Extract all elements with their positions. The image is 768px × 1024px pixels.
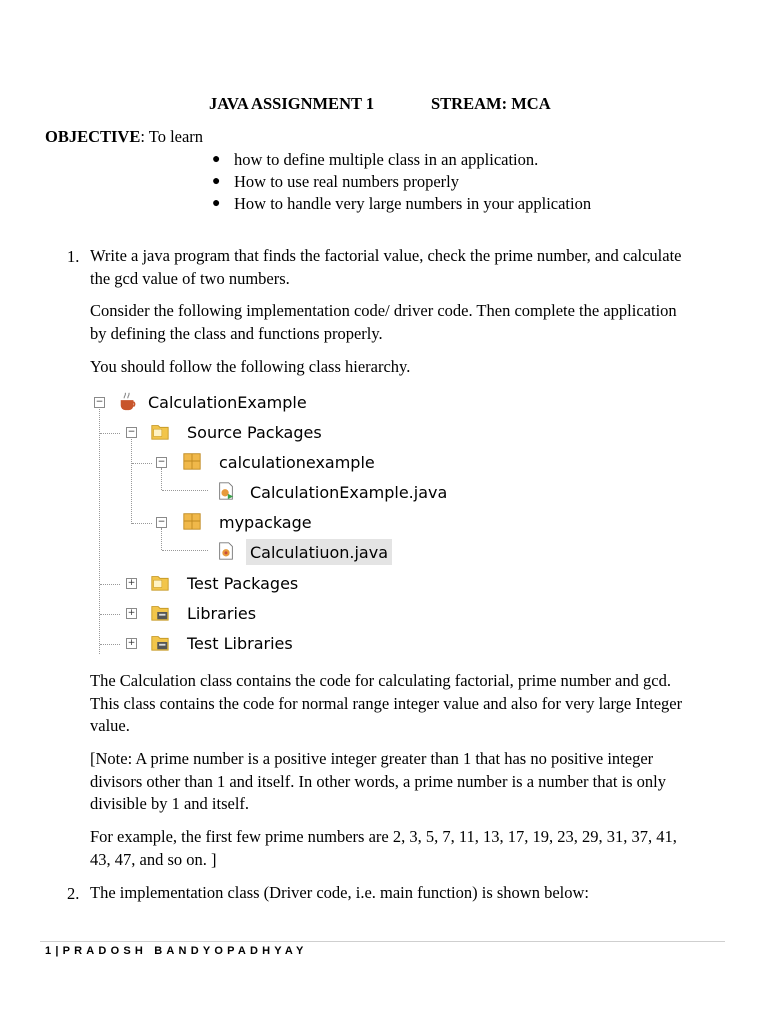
tree-connector [100,644,120,645]
calculation-class-description [90,670,730,738]
package-icon [182,511,202,531]
bullet-icon: ● [212,152,221,167]
folder-icon [150,572,170,592]
text-line: The Calculation class contains the code for calculating factorial, prime number and gcd. [90,671,671,690]
question-1-para3: You should follow the following class hierarchy. [90,357,411,376]
tree-item-package[interactable] [219,449,375,475]
folder-icon [150,421,170,441]
tree-item-label: Test Packages [187,573,299,593]
expand-icon[interactable]: + [127,608,136,618]
text-line: Write a java program that finds the factorial value, check the prime number, and calculate [90,246,682,265]
java-project-icon [118,391,138,411]
collapse-icon[interactable]: − [95,397,104,407]
bullet-text: how to define multiple class in an application. [234,150,539,169]
assignment-title: JAVA ASSIGNMENT 1 [209,94,375,113]
bullet-text: How to use real numbers properly [234,172,459,191]
question-2-text: The implementation class (Driver code, i.e. main function) is shown below: [90,883,589,902]
author-name: PRADOSH BANDYOPADHYAY [62,945,308,957]
tree-item-file[interactable] [250,479,447,505]
tree-item-libraries[interactable] [187,600,256,626]
tree-item-project[interactable] [148,389,307,415]
collapse-icon[interactable]: − [157,517,166,527]
collapse-icon[interactable]: − [127,427,136,437]
tree-item-label: calculationexample [219,452,375,472]
prime-example [90,826,730,871]
page-number: 1 [45,945,56,957]
project-tree-screenshot [90,386,448,658]
tree-item-test-packages[interactable] [187,570,298,596]
expand-icon[interactable]: + [127,638,136,648]
tree-item-label: Source Packages [187,422,322,442]
tree-connector [132,523,152,524]
tree-connector [161,468,162,490]
library-folder-icon [150,632,170,652]
bullet-icon: ● [212,174,221,189]
bullet-text: How to handle very large numbers in your application [234,194,592,213]
tree-item-file-selected[interactable] [246,539,392,565]
tree-connector [162,490,208,491]
tree-item-package[interactable] [219,509,312,535]
package-icon [182,451,202,471]
expand-icon[interactable]: + [127,578,136,588]
question-number: 1. [67,247,80,266]
tree-item-test-libraries[interactable] [187,630,293,656]
question-number: 2. [67,884,80,903]
bullet-icon: ● [212,196,221,211]
objective-label: OBJECTIVE [45,127,141,146]
tree-item-source-packages[interactable] [187,419,322,445]
tree-connector [131,434,132,524]
tree-item-label: Libraries [187,603,257,623]
stream-label: STREAM: MCA [431,94,551,113]
text-line: 43, 47, and so on. ] [90,849,217,869]
library-folder-icon [150,602,170,622]
question-1-text [90,245,730,290]
text-line: value. [90,716,130,735]
tree-item-label: CalculationExample [148,392,307,412]
tree-connector [132,463,152,464]
prime-note [90,748,730,816]
objective-text: : To learn [140,127,204,146]
page-footer [45,945,308,957]
text-line: For example, the first few prime numbers are 2, 3, 5, 7, 11, 13, 17, 19, 23, 29, 31, 37, 41, [90,827,677,846]
tree-connector [99,404,100,654]
text-line: Consider the following implementation code/ driver code. Then complete the application [90,301,677,320]
tree-item-label: mypackage [219,512,312,532]
tree-connector [100,584,120,585]
java-main-file-icon [216,481,236,501]
tree-item-label: CalculationExample.java [250,482,448,502]
footer-divider [40,941,725,942]
text-line: by defining the class and functions properly. [90,323,383,343]
text-line: divisible by 1 and itself. [90,794,250,813]
tree-item-label: Calculatiuon.java [250,542,389,562]
objective-line [45,127,203,147]
text-line: This class contains the code for normal range integer value and also for very large Integer [90,693,683,713]
tree-connector [162,550,208,551]
text-line: the gcd value of two numbers. [90,268,290,288]
tree-connector [100,433,120,434]
tree-connector [100,614,120,615]
footer-separator: | [55,945,63,957]
collapse-icon[interactable]: − [157,457,166,467]
java-file-icon [216,541,236,561]
text-line: divisors other than 1 and itself. In other words, a prime number is a number that is only [90,771,667,791]
tree-item-label: Test Libraries [187,633,293,653]
text-line: [Note: A prime number is a positive integer greater than 1 that has no positive integer [90,749,654,768]
question-1-para2 [90,300,730,345]
tree-connector [161,528,162,550]
